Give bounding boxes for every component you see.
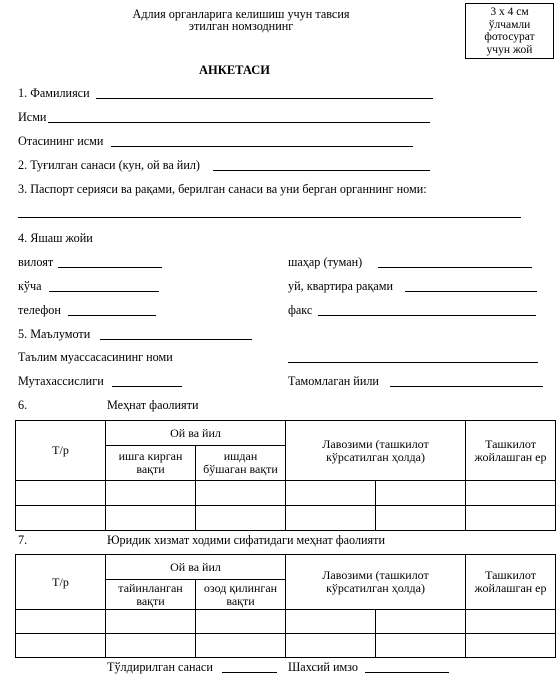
region-label: вилоят bbox=[18, 255, 54, 269]
table-cell[interactable] bbox=[286, 610, 376, 634]
col-location-header-1: Ташкилот bbox=[485, 436, 536, 451]
photo-placeholder bbox=[465, 3, 554, 59]
form-title: АНКЕТАСИ bbox=[199, 63, 271, 77]
col-position-header bbox=[286, 555, 466, 610]
col-end-header-2: бўшаган вақти bbox=[203, 462, 278, 476]
col-end-header-1: озод қилинган bbox=[203, 580, 278, 595]
table-row bbox=[16, 481, 556, 506]
col-number-header: Т/р bbox=[16, 421, 106, 481]
col-position-header-1: Лавозими (ташкилот bbox=[322, 436, 429, 451]
passport-label: 3. Паспорт серияси ва рақами, берилган санаси ва уни берган органнинг номи: bbox=[18, 182, 427, 196]
city-line[interactable] bbox=[378, 267, 532, 268]
house-label: уй, квартира рақами bbox=[288, 279, 394, 293]
col-position-header bbox=[286, 421, 466, 481]
col-start-header-1: тайинланган bbox=[118, 580, 183, 595]
graduation-line[interactable] bbox=[390, 386, 543, 387]
passport-line[interactable] bbox=[18, 217, 521, 218]
street-line[interactable] bbox=[49, 291, 159, 292]
col-number-header: Т/р bbox=[16, 555, 106, 610]
birth-line[interactable] bbox=[213, 170, 430, 171]
table-cell[interactable] bbox=[286, 506, 376, 531]
col-date-header: Ой ва йил bbox=[106, 421, 286, 446]
surname-label: 1. Фамилияси bbox=[18, 86, 90, 100]
table-cell[interactable] bbox=[466, 610, 556, 634]
education-line[interactable] bbox=[100, 339, 252, 340]
name-line[interactable] bbox=[48, 122, 430, 123]
signature-label: Шахсий имзо bbox=[288, 660, 359, 674]
specialty-line[interactable] bbox=[112, 386, 182, 387]
table-cell[interactable] bbox=[466, 506, 556, 531]
fax-line[interactable] bbox=[318, 315, 536, 316]
filled-date-line[interactable] bbox=[222, 672, 277, 673]
table-cell[interactable] bbox=[196, 634, 286, 658]
col-start-header bbox=[106, 580, 196, 610]
col-start-header-2: вақти bbox=[136, 593, 165, 608]
birth-label: 2. Туғилган санаси (кун, ой ва йил) bbox=[18, 158, 200, 172]
col-start-header bbox=[106, 446, 196, 481]
name-label: Исми bbox=[18, 110, 47, 124]
col-end-header bbox=[196, 446, 286, 481]
table-cell[interactable] bbox=[466, 481, 556, 506]
table-cell[interactable] bbox=[16, 506, 106, 531]
specialty-label: Мутахассислиги bbox=[18, 374, 104, 388]
table-cell[interactable] bbox=[106, 610, 196, 634]
col-end-header bbox=[196, 580, 286, 610]
table-row bbox=[16, 634, 556, 658]
table-cell[interactable] bbox=[286, 481, 376, 506]
table-cell[interactable] bbox=[16, 634, 106, 658]
phone-line[interactable] bbox=[68, 315, 156, 316]
header-line-2: этилган номзоднинг bbox=[188, 19, 294, 33]
fax-label: факс bbox=[288, 303, 313, 317]
table-cell[interactable] bbox=[16, 610, 106, 634]
table-cell[interactable] bbox=[466, 634, 556, 658]
table-cell[interactable] bbox=[376, 634, 466, 658]
photo-text-2: ўлчамли bbox=[488, 18, 531, 31]
city-label: шаҳар (туман) bbox=[288, 255, 363, 269]
signature-line[interactable] bbox=[365, 672, 449, 673]
education-label: 5. Маълумоти bbox=[18, 327, 91, 341]
region-line[interactable] bbox=[58, 267, 162, 268]
photo-text-1: 3 х 4 см bbox=[490, 6, 529, 18]
col-position-header-1: Лавозими (ташкилот bbox=[322, 568, 429, 582]
table-row bbox=[16, 610, 556, 634]
graduation-label: Тамомлаган йили bbox=[288, 374, 379, 388]
col-start-header-2: вақти bbox=[136, 462, 165, 476]
col-location-header-2: жойлашган ер bbox=[474, 449, 547, 464]
table-cell[interactable] bbox=[106, 634, 196, 658]
section7-number: 7. bbox=[18, 533, 28, 547]
section7-title: Юридик хизмат ходими сифатидаги меҳнат фаолияти bbox=[107, 533, 386, 547]
table-cell[interactable] bbox=[106, 481, 196, 506]
col-position-header-2: кўрсатилган ҳолда) bbox=[326, 449, 425, 464]
patronymic-line[interactable] bbox=[111, 146, 413, 147]
col-location-header bbox=[466, 555, 556, 610]
section6-title: Меҳнат фаолияти bbox=[107, 398, 199, 412]
table-cell[interactable] bbox=[376, 506, 466, 531]
col-location-header bbox=[466, 421, 556, 481]
table-cell[interactable] bbox=[196, 610, 286, 634]
table-cell[interactable] bbox=[196, 481, 286, 506]
table-cell[interactable] bbox=[376, 481, 466, 506]
table-cell[interactable] bbox=[106, 506, 196, 531]
col-position-header-2: кўрсатилган ҳолда) bbox=[326, 581, 425, 595]
col-location-header-1: Ташкилот bbox=[485, 568, 536, 582]
legal-service-table bbox=[15, 554, 556, 658]
patronymic-label: Отасининг исми bbox=[18, 134, 104, 148]
col-end-header-2: вақти bbox=[226, 593, 255, 608]
phone-label: телефон bbox=[18, 303, 61, 317]
header-line-1: Адлия органларига келишиш учун тавсия bbox=[132, 7, 350, 21]
institution-line[interactable] bbox=[288, 362, 538, 363]
photo-text-3: фотосурат bbox=[484, 31, 535, 43]
residence-label: 4. Яшаш жойи bbox=[18, 231, 93, 245]
institution-label: Таълим муассасасининг номи bbox=[18, 350, 173, 364]
table-row bbox=[16, 506, 556, 531]
col-end-header-1: ишдан bbox=[223, 449, 258, 463]
col-location-header-2: жойлашган ер bbox=[474, 581, 547, 595]
table-cell[interactable] bbox=[196, 506, 286, 531]
house-line[interactable] bbox=[405, 291, 537, 292]
table-cell[interactable] bbox=[376, 610, 466, 634]
surname-line[interactable] bbox=[96, 98, 433, 99]
col-start-header-1: ишга кирган bbox=[118, 449, 183, 463]
table-cell[interactable] bbox=[286, 634, 376, 658]
col-date-header: Ой ва йил bbox=[106, 555, 286, 580]
table-cell[interactable] bbox=[16, 481, 106, 506]
photo-text-4: учун жой bbox=[486, 43, 533, 56]
street-label: кўча bbox=[18, 279, 42, 293]
section6-number: 6. bbox=[18, 398, 28, 412]
filled-date-label: Тўлдирилган санаси bbox=[107, 660, 213, 674]
work-history-table bbox=[15, 420, 556, 531]
